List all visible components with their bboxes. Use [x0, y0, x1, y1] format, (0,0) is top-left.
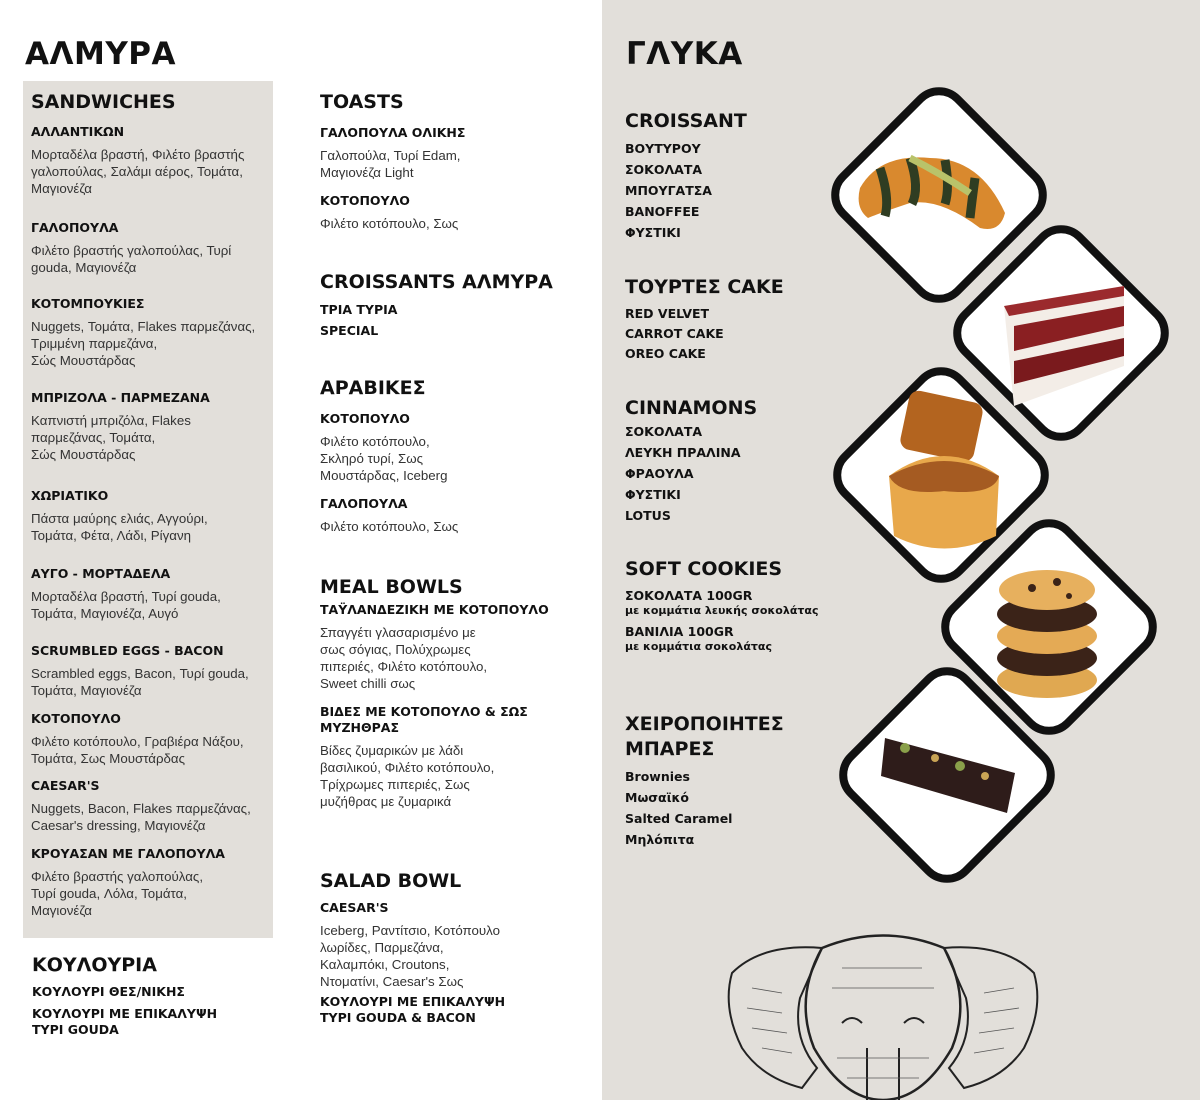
salad-bowl-section	[320, 870, 590, 1026]
menu-item-name: ΤΡΙΑ ΤΥΡΙΑ	[320, 302, 398, 317]
koulouri-item: ΚΟΥΛΟΥΡΙ ΜΕ ΕΠΙΚΑΛΥΨΗ	[32, 1006, 218, 1021]
desc-line: Πάστα μαύρης ελιάς, Αγγούρι,	[31, 511, 208, 526]
toasts-section	[320, 91, 590, 232]
croissants-savory-title: CROISSANTS ΑΛΜΥΡΑ	[320, 271, 553, 293]
desc-line: Nuggets, Bacon, Flakes παρμεζάνας,	[31, 801, 251, 816]
cinnamon-roll-image	[874, 386, 1014, 566]
sweet-item: BANOFFEE	[625, 204, 700, 219]
menu-item-name: ΚΡΟΥΑΣΑΝ ΜΕ ΓΑΛΟΠΟΥΛΑ	[31, 846, 225, 861]
croissants-savory-section	[320, 271, 590, 341]
desc-line: Nuggets, Τομάτα, Flakes παρμεζάνας,	[31, 319, 256, 334]
sweet-item-desc: με κομμάτια σοκολάτας	[625, 640, 772, 653]
menu-item-desc	[31, 242, 271, 276]
sandwich-item	[31, 220, 271, 276]
desc-line: Τυρί gouda, Λόλα, Τομάτα,	[31, 886, 187, 901]
desc-line: βασιλικού, Φιλέτο κοτόπουλο,	[320, 760, 495, 775]
croissant-section	[625, 110, 845, 243]
desc-line: Μαγιονέζα	[31, 181, 92, 196]
menu-item-desc	[31, 800, 271, 834]
sweet-item: ΦΥΣΤΙΚΙ	[625, 487, 681, 502]
menu-item-name: ΜΠΡΙΖΟΛΑ - ΠΑΡΜΕΖΑΝΑ	[31, 390, 210, 405]
sweet-item: Μηλόπιτα	[625, 832, 695, 847]
menu-item-name: ΚΟΤΟΠΟΥΛΟ	[320, 411, 410, 426]
savory-title: ΑΛΜΥΡΑ	[25, 36, 176, 72]
bars-section	[625, 712, 845, 850]
desc-line: Iceberg, Ραντίτσιο, Κοτόπουλο	[320, 923, 501, 938]
sandwich-item	[31, 711, 271, 767]
sandwich-item	[31, 296, 271, 369]
sweet-item: RED VELVET	[625, 306, 710, 321]
desc-line: Ντοματίνι, Caesar's Σως	[320, 974, 464, 989]
cookie-stack-image	[977, 550, 1127, 705]
meal-bowls-section	[320, 576, 590, 810]
desc-line: σως σόγιας, Πολύχρωμες	[320, 642, 471, 657]
sweet-item: ΣΟΚΟΛΑΤΑ 100GR	[625, 588, 753, 603]
menu-item-desc	[320, 518, 590, 535]
desc-line: γαλοπούλας, Σαλάμι αέρος, Τομάτα,	[31, 164, 243, 179]
desc-line: Σπαγγέτι γλασαρισμένο με	[320, 625, 476, 640]
toasts-title: TOASTS	[320, 91, 404, 113]
sweet-item: ΣΟΚΟΛΑΤΑ	[625, 162, 703, 177]
menu-item-desc	[31, 146, 271, 197]
menu-item-desc	[320, 147, 590, 181]
desc-line: Φιλέτο κοτόπουλο,	[320, 434, 430, 449]
desc-line: πιπεριές, Φιλέτο κοτόπουλο,	[320, 659, 488, 674]
menu-item-desc	[320, 922, 590, 990]
menu-item-name: ΒΙΔΕΣ ΜΕ ΚΟΤΟΠΟΥΛΟ & ΣΩΣ	[320, 704, 528, 719]
desc-line: Καλαμπόκι, Croutons,	[320, 957, 450, 972]
koulouri-item: ΤΥΡΙ GOUDA	[32, 1022, 119, 1037]
desc-line: Sweet chilli σως	[320, 676, 416, 691]
desc-line: Τομάτα, Φέτα, Λάδι, Ρίγανη	[31, 528, 192, 543]
menu-item-name: ΜΥΖΗΘΡΑΣ	[320, 720, 400, 735]
menu-item-desc	[320, 433, 590, 484]
menu-item-name: SPECIAL	[320, 323, 379, 338]
menu-item-name: ΚΟΥΛΟΥΡΙ ΜΕ ΕΠΙΚΑΛΥΨΗ	[320, 994, 506, 1009]
sandwich-item	[31, 124, 271, 197]
menu-item-name: ΓΑΛΟΠΟΥΛΑ ΟΛΙΚΗΣ	[320, 125, 466, 140]
sandwich-item	[31, 846, 271, 919]
elephant-illustration	[722, 928, 1044, 1100]
croissant-image	[850, 138, 1020, 248]
menu-item-desc	[320, 742, 590, 810]
desc-line: Βίδες ζυμαρικών με λάδι	[320, 743, 464, 758]
desc-line: Τομάτα, Μαγιονέζα	[31, 683, 142, 698]
sweet-item: CARROT CAKE	[625, 326, 724, 341]
bars-title: ΧΕΙΡΟΠΟΙΗΤΕΣ	[625, 713, 784, 735]
sweet-item: ΦΡΑΟΥΛΑ	[625, 466, 694, 481]
desc-line: Τομάτα, Σως Μουστάρδας	[31, 751, 186, 766]
desc-line: Τομάτα, Μαγιονέζα, Αυγό	[31, 606, 179, 621]
sandwich-item	[31, 643, 271, 699]
menu-item-desc	[31, 733, 271, 767]
desc-line: Μορταδέλα βραστή, Φιλέτο βραστής	[31, 147, 245, 162]
sweet-item: Salted Caramel	[625, 811, 733, 826]
koulouria-section	[32, 954, 272, 1038]
croissant-title: CROISSANT	[625, 110, 747, 132]
menu-item-name: CAESAR'S	[31, 778, 100, 793]
sandwiches-title: SANDWICHES	[31, 91, 176, 113]
sandwich-item	[31, 566, 271, 622]
sweet-item: ΒΟΥΤΥΡΟΥ	[625, 141, 701, 156]
sweet-item: ΣΟΚΟΛΑΤΑ	[625, 424, 703, 439]
desc-line: Γαλοπούλα, Τυρί Edam,	[320, 148, 461, 163]
menu-item-name: ΚΟΤΟΜΠΟΥΚΙΕΣ	[31, 296, 145, 311]
koulouri-item: ΚΟΥΛΟΥΡΙ ΘΕΣ/ΝΙΚΗΣ	[32, 984, 185, 999]
chocolate-bar-image	[875, 718, 1025, 828]
menu-item-name: ΓΑΛΟΠΟΥΛΑ	[320, 496, 408, 511]
cakes-title: ΤΟΥΡΤΕΣ CAKE	[625, 276, 784, 298]
desc-line: Μουστάρδας, Iceberg	[320, 468, 448, 483]
desc-line: Τριμμένη παρμεζάνα,	[31, 336, 158, 351]
menu-item-name: ΚΟΤΟΠΟΥΛΟ	[31, 711, 121, 726]
menu-item-name: ΓΑΛΟΠΟΥΛΑ	[31, 220, 119, 235]
sweet-item: LOTUS	[625, 508, 671, 523]
arabikes-title: ΑΡΑΒΙΚΕΣ	[320, 377, 426, 399]
sandwich-item	[31, 390, 271, 463]
menu-item-desc	[31, 588, 271, 622]
cinnamons-section	[625, 397, 845, 526]
desc-line: Φιλέτο βραστής γαλοπούλας, Τυρί	[31, 243, 232, 258]
menu-item-name: SCRUMBLED EGGS - BACON	[31, 643, 224, 658]
menu-item-name: ΧΩΡΙΑΤΙΚΟ	[31, 488, 109, 503]
menu-item-desc	[31, 318, 271, 369]
desc-line: μυζήθρας με ζυμαρικά	[320, 794, 452, 809]
desc-line: Μαγιονέζα	[31, 903, 92, 918]
sweet-item-desc: με κομμάτια λευκής σοκολάτας	[625, 604, 819, 617]
cakes-section	[625, 276, 845, 364]
sandwich-item	[31, 778, 271, 834]
desc-line: Φιλέτο βραστής γαλοπούλας,	[31, 869, 204, 884]
sandwich-item	[31, 488, 271, 544]
sweet-item: ΛΕΥΚΗ ΠΡΑΛΙΝΑ	[625, 445, 741, 460]
desc-line: Φιλέτο κοτόπουλο, Γραβιέρα Νάξου,	[31, 734, 244, 749]
sweet-item: ΒΑΝΙΛΙΑ 100GR	[625, 624, 734, 639]
desc-line: Caesar's dressing, Μαγιονέζα	[31, 818, 206, 833]
meal-bowls-title: MEAL BOWLS	[320, 576, 463, 598]
desc-line: Σώς Μουστάρδας	[31, 447, 136, 462]
sweet-item: OREO CAKE	[625, 346, 706, 361]
desc-line: Τρίχρωμες πιπεριές, Σως	[320, 777, 470, 792]
sweet-item: Brownies	[625, 769, 690, 784]
sweet-item: ΜΠΟΥΓΑΤΣΑ	[625, 183, 712, 198]
menu-item-desc	[320, 624, 590, 692]
menu-item-name: CAESAR'S	[320, 900, 389, 915]
desc-line: Μορταδέλα βραστή, Τυρί gouda,	[31, 589, 221, 604]
desc-line: Φιλέτο κοτόπουλο, Σως	[320, 519, 459, 534]
arabikes-section	[320, 377, 590, 535]
menu-item-name: ΚΟΤΟΠΟΥΛΟ	[320, 193, 410, 208]
salad-bowl-title: SALAD BOWL	[320, 870, 462, 892]
menu-item-name: ΤΥΡΙ GOUDA & BACON	[320, 1010, 476, 1025]
sandwiches-section	[31, 91, 271, 113]
desc-line: Μαγιονέζα Light	[320, 165, 414, 180]
menu-item-desc	[31, 665, 271, 699]
menu-item-desc	[31, 510, 271, 544]
sweet-item: ΦΥΣΤΙΚΙ	[625, 225, 681, 240]
menu-item-desc	[31, 412, 271, 463]
cookies-section	[625, 558, 865, 654]
desc-line: παρμεζάνας, Τομάτα,	[31, 430, 156, 445]
desc-line: gouda, Μαγιονέζα	[31, 260, 137, 275]
menu-item-name: ΑΛΛΑΝΤΙΚΩΝ	[31, 124, 125, 139]
koulouria-title: ΚΟΥΛΟΥΡΙΑ	[32, 954, 157, 976]
cookies-title: SOFT COOKIES	[625, 558, 783, 580]
cinnamons-title: CINNAMONS	[625, 397, 758, 419]
sweet-title: ΓΛΥΚΑ	[626, 36, 743, 72]
bars-title: ΜΠΑΡΕΣ	[625, 738, 715, 760]
menu-item-name: ΤΑΫΛΑΝΔΕΖΙΚΗ ΜΕ ΚΟΤΟΠΟΥΛΟ	[320, 602, 549, 617]
desc-line: Σκληρό τυρί, Σως	[320, 451, 424, 466]
menu-item-name: ΑΥΓΟ - ΜΟΡΤΑΔΕΛΑ	[31, 566, 171, 581]
desc-line: Scrambled eggs, Bacon, Τυρί gouda,	[31, 666, 249, 681]
menu-item-desc	[31, 868, 271, 919]
menu-item-desc	[320, 215, 590, 232]
desc-line: Φιλέτο κοτόπουλο, Σως	[320, 216, 459, 231]
desc-line: Καπνιστή μπριζόλα, Flakes	[31, 413, 191, 428]
desc-line: Σώς Μουστάρδας	[31, 353, 136, 368]
sweet-item: Μωσαϊκό	[625, 790, 689, 805]
desc-line: λωρίδες, Παρμεζάνα,	[320, 940, 444, 955]
